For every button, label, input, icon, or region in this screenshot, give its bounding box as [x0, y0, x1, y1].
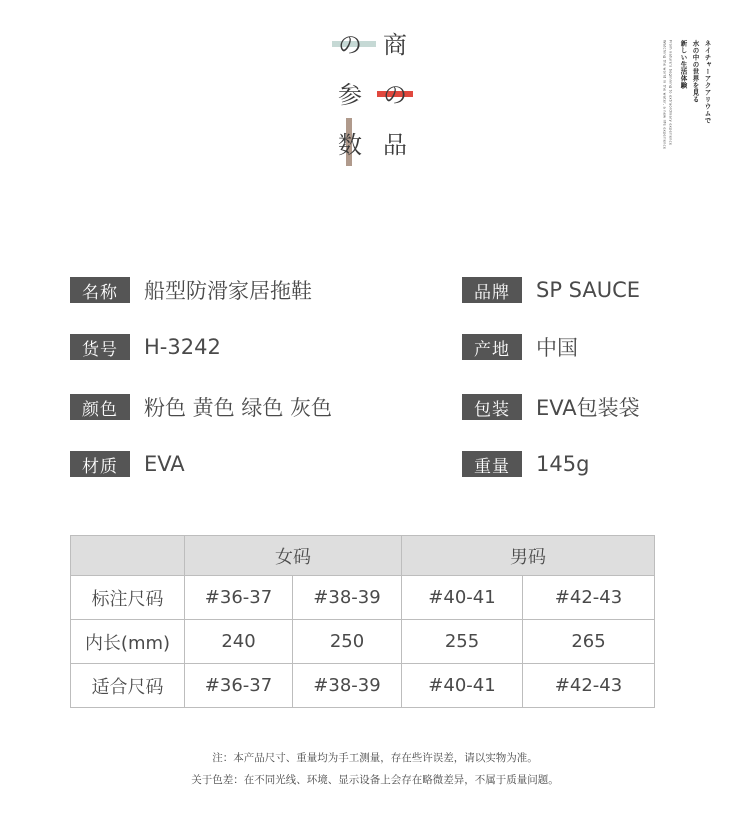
- vertical-text-line2: 水の中の世界を見る: [691, 40, 700, 103]
- spec-value: H-3242: [144, 335, 221, 359]
- table-cell: 250: [293, 620, 402, 664]
- spec-value: 船型防滑家居拖鞋: [144, 279, 312, 303]
- table-cell: #38-39: [293, 576, 402, 620]
- spec-value: EVA: [144, 452, 185, 476]
- spec-origin: [462, 334, 578, 360]
- table-header-row: [71, 536, 655, 576]
- table-group-header: 女码: [185, 536, 402, 576]
- spec-value: 粉色 黄色 绿色 灰色: [144, 396, 333, 420]
- table-row-label: 内长(mm): [71, 620, 185, 664]
- table-cell: 240: [185, 620, 293, 664]
- spec-value: 145g: [536, 452, 590, 476]
- spec-label: 名称: [70, 277, 130, 303]
- spec-label: 货号: [70, 334, 130, 360]
- spec-label: 产地: [462, 334, 522, 360]
- table-cell: #42-43: [523, 576, 655, 620]
- table-row: [71, 664, 655, 708]
- table-cell: #40-41: [402, 576, 523, 620]
- spec-label: 品牌: [462, 277, 522, 303]
- table-row-label: 标注尺码: [71, 576, 185, 620]
- table-cell: #36-37: [185, 664, 293, 708]
- table-cell: #40-41: [402, 664, 523, 708]
- table-cell: #38-39: [293, 664, 402, 708]
- spec-material: [70, 451, 185, 477]
- spec-label: 颜色: [70, 394, 130, 420]
- spec-value: SP SAUCE: [536, 278, 641, 302]
- vertical-text-line3: 新しい生活体験: [679, 40, 688, 89]
- title-char: 参: [338, 81, 362, 109]
- vertical-text-line1: ネイチャーアクアリウムで: [703, 40, 712, 124]
- table-corner-cell: [71, 536, 185, 576]
- title-char: の: [383, 81, 407, 109]
- spec-name: [70, 277, 312, 303]
- table-row: [71, 576, 655, 620]
- spec-label: 重量: [462, 451, 522, 477]
- size-table: [70, 535, 655, 708]
- title-char: 品: [383, 131, 407, 159]
- table-cell: 255: [402, 620, 523, 664]
- spec-color: [70, 394, 332, 420]
- spec-label: 包装: [462, 394, 522, 420]
- table-row-label: 适合尺码: [71, 664, 185, 708]
- spec-brand: [462, 277, 640, 303]
- vertical-tiny-line1: From nature's beginning to extraordinary experience: [668, 40, 673, 146]
- spec-value: EVA包装袋: [536, 396, 640, 420]
- title-char: 商: [383, 31, 407, 59]
- table-cell: #42-43: [523, 664, 655, 708]
- title-char: 数: [338, 131, 362, 159]
- note-color-difference: 关于色差：在不同光线、环境、显示设备上会存在略微差异，不属于质量问题。: [191, 774, 559, 786]
- spec-value: 中国: [536, 336, 578, 360]
- table-row: [71, 620, 655, 664]
- spec-packaging: [462, 394, 640, 420]
- table-cell: #36-37: [185, 576, 293, 620]
- table-group-header: 男码: [402, 536, 655, 576]
- table-cell: 265: [523, 620, 655, 664]
- vertical-tiny-line2: Watching the world in the water, a new life experience: [662, 40, 667, 150]
- title-block: [0, 0, 750, 200]
- note-measurement: 注：本产品尺寸、重量均为手工测量，存在些许误差，请以实物为准。: [212, 752, 538, 764]
- spec-weight: [462, 451, 589, 477]
- spec-label: 材质: [70, 451, 130, 477]
- spec-item-no: [70, 334, 221, 360]
- title-char: の: [338, 31, 362, 59]
